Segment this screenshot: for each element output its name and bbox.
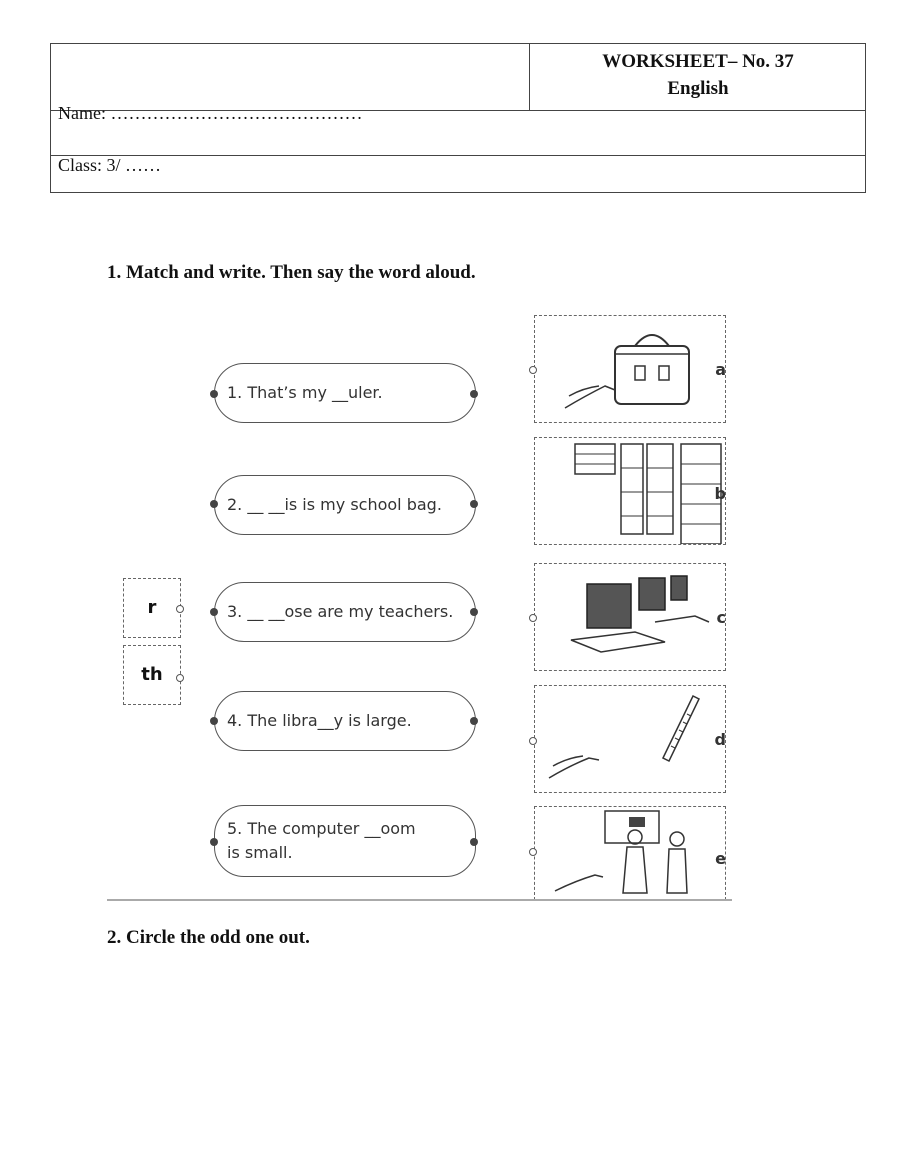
sentence-1[interactable] (214, 363, 476, 423)
match-dot[interactable] (210, 717, 218, 725)
subject-title: English (667, 78, 729, 99)
sentence-5[interactable] (214, 805, 476, 877)
exercise1-instruction: 1. Match and write. Then say the word aloud. (107, 262, 476, 283)
exercise2-instruction: 2. Circle the odd one out. (107, 927, 310, 948)
sentence-text: 5. The computer __oom is small. (227, 819, 416, 862)
library-icon (535, 438, 725, 544)
match-dot[interactable] (176, 674, 184, 682)
picture-b-library[interactable] (534, 437, 726, 545)
picture-a-school-bag[interactable] (534, 315, 726, 423)
sentence-2[interactable] (214, 475, 476, 535)
header-table (50, 43, 866, 193)
match-dot[interactable] (470, 608, 478, 616)
computer-icon (535, 564, 725, 670)
picture-d-ruler[interactable] (534, 685, 726, 793)
school-bag-icon (535, 316, 725, 422)
match-dot[interactable] (210, 838, 218, 846)
match-dot[interactable] (470, 717, 478, 725)
class-field[interactable]: Class: 3/ …… (58, 155, 162, 175)
match-dot[interactable] (210, 390, 218, 398)
letter-card-text: th (141, 664, 163, 685)
picture-e-teachers[interactable] (534, 806, 726, 900)
sentence-text: 1. That’s my __uler. (227, 383, 383, 402)
sentence-text: 4. The libra__y is large. (227, 711, 412, 730)
match-dot[interactable] (529, 848, 537, 856)
match-dot[interactable] (470, 838, 478, 846)
sentence-text: 2. __ __is is my school bag. (227, 495, 442, 514)
letter-card-th[interactable] (123, 645, 181, 705)
letter-card-r[interactable] (123, 578, 181, 638)
sentence-3[interactable] (214, 582, 476, 642)
worksheet-title: WORKSHEET– No. 37 (602, 51, 794, 72)
header-divider (51, 155, 865, 156)
picture-label: c (716, 608, 726, 627)
match-dot[interactable] (529, 366, 537, 374)
letter-card-text: r (147, 597, 157, 618)
match-dot[interactable] (529, 737, 537, 745)
match-dot[interactable] (470, 390, 478, 398)
picture-label: a (715, 360, 726, 379)
picture-c-computer-room[interactable] (534, 563, 726, 671)
teachers-icon (535, 807, 725, 899)
picture-label: b (714, 484, 726, 503)
divider-line (107, 899, 732, 901)
picture-label: d (714, 730, 726, 749)
sentence-text: 3. __ __ose are my teachers. (227, 602, 454, 621)
picture-label: e (715, 849, 726, 868)
match-dot[interactable] (470, 500, 478, 508)
name-field[interactable]: Name: …………………………………… (58, 103, 363, 123)
ruler-icon (535, 686, 725, 792)
match-dot[interactable] (176, 605, 184, 613)
match-dot[interactable] (529, 614, 537, 622)
worksheet-title-block (530, 48, 866, 102)
match-dot[interactable] (210, 500, 218, 508)
match-dot[interactable] (210, 608, 218, 616)
sentence-4[interactable] (214, 691, 476, 751)
